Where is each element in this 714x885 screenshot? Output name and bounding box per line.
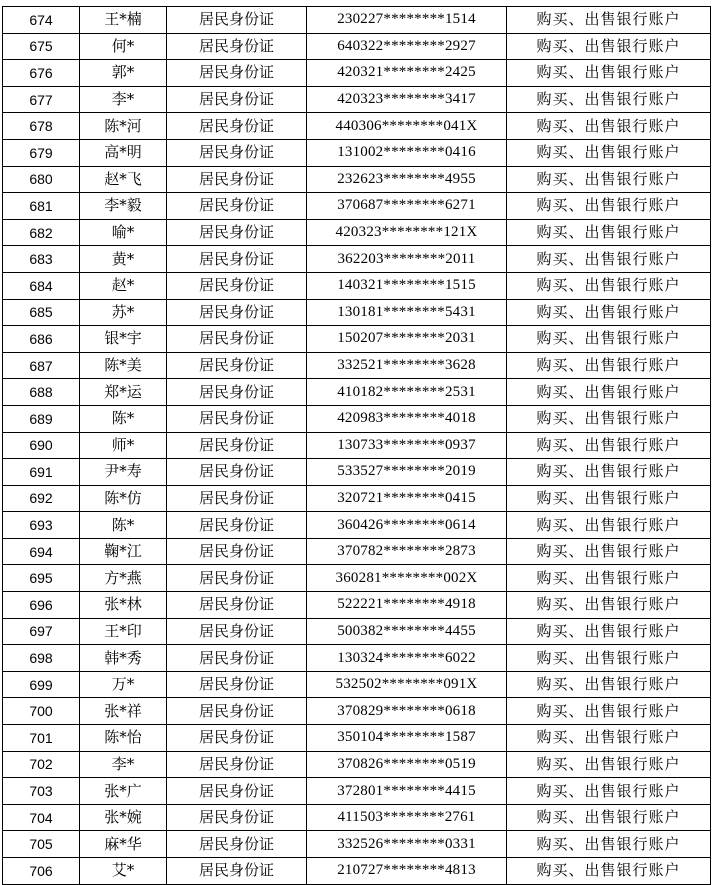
table-row [3, 512, 711, 539]
id-type-cell: 居民身份证 [167, 352, 307, 379]
reason-cell: 购买、出售银行账户 [507, 858, 711, 885]
row-number-cell: 706 [3, 858, 80, 885]
id-number-cell: 532502********091X [307, 671, 507, 698]
row-number-cell: 682 [3, 219, 80, 246]
id-number-cell: 370782********2873 [307, 538, 507, 565]
table-row [3, 751, 711, 778]
table-row [3, 113, 711, 140]
table-row [3, 405, 711, 432]
name-cell: 陈*美 [80, 352, 167, 379]
reason-cell: 购买、出售银行账户 [507, 86, 711, 113]
id-type-cell: 居民身份证 [167, 778, 307, 805]
table-row [3, 326, 711, 353]
id-type-cell: 居民身份证 [167, 645, 307, 672]
row-number-cell: 694 [3, 538, 80, 565]
reason-cell: 购买、出售银行账户 [507, 219, 711, 246]
reason-cell: 购买、出售银行账户 [507, 538, 711, 565]
id-type-cell: 居民身份证 [167, 858, 307, 885]
id-type-cell: 居民身份证 [167, 246, 307, 273]
name-cell: 苏* [80, 299, 167, 326]
name-cell: 张*林 [80, 592, 167, 619]
id-type-cell: 居民身份证 [167, 219, 307, 246]
table-row [3, 139, 711, 166]
table-row [3, 725, 711, 752]
name-cell: 李*毅 [80, 193, 167, 220]
name-cell: 赵*飞 [80, 166, 167, 193]
row-number-cell: 674 [3, 7, 80, 34]
id-type-cell: 居民身份证 [167, 272, 307, 299]
row-number-cell: 683 [3, 246, 80, 273]
name-cell: 王*楠 [80, 7, 167, 34]
row-number-cell: 680 [3, 166, 80, 193]
id-type-cell: 居民身份证 [167, 379, 307, 406]
records-sheet [2, 6, 710, 885]
name-cell: 万* [80, 671, 167, 698]
reason-cell: 购买、出售银行账户 [507, 326, 711, 353]
row-number-cell: 704 [3, 804, 80, 831]
name-cell: 张*广 [80, 778, 167, 805]
reason-cell: 购买、出售银行账户 [507, 405, 711, 432]
reason-cell: 购买、出售银行账户 [507, 113, 711, 140]
table-row [3, 804, 711, 831]
id-type-cell: 居民身份证 [167, 193, 307, 220]
id-type-cell: 居民身份证 [167, 7, 307, 34]
id-type-cell: 居民身份证 [167, 432, 307, 459]
reason-cell: 购买、出售银行账户 [507, 751, 711, 778]
row-number-cell: 689 [3, 405, 80, 432]
id-number-cell: 150207********2031 [307, 326, 507, 353]
id-type-cell: 居民身份证 [167, 512, 307, 539]
table-row [3, 246, 711, 273]
id-type-cell: 居民身份证 [167, 698, 307, 725]
table-row [3, 7, 711, 34]
row-number-cell: 701 [3, 725, 80, 752]
row-number-cell: 702 [3, 751, 80, 778]
row-number-cell: 693 [3, 512, 80, 539]
name-cell: 何* [80, 33, 167, 60]
id-type-cell: 居民身份证 [167, 671, 307, 698]
name-cell: 鞠*江 [80, 538, 167, 565]
row-number-cell: 687 [3, 352, 80, 379]
id-type-cell: 居民身份证 [167, 113, 307, 140]
id-number-cell: 332526********0331 [307, 831, 507, 858]
row-number-cell: 679 [3, 139, 80, 166]
name-cell: 银*宇 [80, 326, 167, 353]
table-row [3, 272, 711, 299]
id-number-cell: 232623********4955 [307, 166, 507, 193]
id-number-cell: 131002********0416 [307, 139, 507, 166]
reason-cell: 购买、出售银行账户 [507, 379, 711, 406]
table-row [3, 166, 711, 193]
name-cell: 方*燕 [80, 565, 167, 592]
id-type-cell: 居民身份证 [167, 618, 307, 645]
reason-cell: 购买、出售银行账户 [507, 7, 711, 34]
reason-cell: 购买、出售银行账户 [507, 33, 711, 60]
row-number-cell: 700 [3, 698, 80, 725]
row-number-cell: 697 [3, 618, 80, 645]
id-type-cell: 居民身份证 [167, 166, 307, 193]
reason-cell: 购买、出售银行账户 [507, 804, 711, 831]
table-row [3, 193, 711, 220]
table-row [3, 538, 711, 565]
reason-cell: 购买、出售银行账户 [507, 246, 711, 273]
id-number-cell: 533527********2019 [307, 459, 507, 486]
row-number-cell: 686 [3, 326, 80, 353]
row-number-cell: 691 [3, 459, 80, 486]
row-number-cell: 688 [3, 379, 80, 406]
id-number-cell: 360281********002X [307, 565, 507, 592]
name-cell: 黄* [80, 246, 167, 273]
id-number-cell: 420323********121X [307, 219, 507, 246]
id-type-cell: 居民身份证 [167, 538, 307, 565]
name-cell: 李* [80, 751, 167, 778]
row-number-cell: 698 [3, 645, 80, 672]
table-row [3, 592, 711, 619]
name-cell: 喻* [80, 219, 167, 246]
name-cell: 陈*仿 [80, 485, 167, 512]
row-number-cell: 684 [3, 272, 80, 299]
id-type-cell: 居民身份证 [167, 86, 307, 113]
row-number-cell: 685 [3, 299, 80, 326]
id-number-cell: 140321********1515 [307, 272, 507, 299]
table-row [3, 698, 711, 725]
reason-cell: 购买、出售银行账户 [507, 831, 711, 858]
reason-cell: 购买、出售银行账户 [507, 698, 711, 725]
name-cell: 高*明 [80, 139, 167, 166]
id-type-cell: 居民身份证 [167, 592, 307, 619]
table-row [3, 219, 711, 246]
row-number-cell: 699 [3, 671, 80, 698]
reason-cell: 购买、出售银行账户 [507, 565, 711, 592]
reason-cell: 购买、出售银行账户 [507, 725, 711, 752]
name-cell: 赵* [80, 272, 167, 299]
id-type-cell: 居民身份证 [167, 299, 307, 326]
id-number-cell: 522221********4918 [307, 592, 507, 619]
records-table [2, 6, 711, 885]
id-number-cell: 410182********2531 [307, 379, 507, 406]
id-type-cell: 居民身份证 [167, 459, 307, 486]
id-type-cell: 居民身份证 [167, 60, 307, 87]
name-cell: 韩*秀 [80, 645, 167, 672]
name-cell: 陈* [80, 512, 167, 539]
id-type-cell: 居民身份证 [167, 751, 307, 778]
id-type-cell: 居民身份证 [167, 33, 307, 60]
id-type-cell: 居民身份证 [167, 831, 307, 858]
name-cell: 郭* [80, 60, 167, 87]
records-table-body [3, 7, 711, 885]
row-number-cell: 696 [3, 592, 80, 619]
reason-cell: 购买、出售银行账户 [507, 645, 711, 672]
name-cell: 艾* [80, 858, 167, 885]
reason-cell: 购买、出售银行账户 [507, 193, 711, 220]
id-number-cell: 362203********2011 [307, 246, 507, 273]
reason-cell: 购买、出售银行账户 [507, 778, 711, 805]
reason-cell: 购买、出售银行账户 [507, 139, 711, 166]
id-number-cell: 411503********2761 [307, 804, 507, 831]
name-cell: 尹*寿 [80, 459, 167, 486]
id-number-cell: 420323********3417 [307, 86, 507, 113]
table-row [3, 618, 711, 645]
row-number-cell: 676 [3, 60, 80, 87]
table-row [3, 831, 711, 858]
row-number-cell: 690 [3, 432, 80, 459]
name-cell: 陈*河 [80, 113, 167, 140]
id-number-cell: 130324********6022 [307, 645, 507, 672]
id-number-cell: 210727********4813 [307, 858, 507, 885]
reason-cell: 购买、出售银行账户 [507, 166, 711, 193]
reason-cell: 购买、出售银行账户 [507, 459, 711, 486]
table-row [3, 565, 711, 592]
name-cell: 张*祥 [80, 698, 167, 725]
id-type-cell: 居民身份证 [167, 405, 307, 432]
reason-cell: 购买、出售银行账户 [507, 512, 711, 539]
reason-cell: 购买、出售银行账户 [507, 272, 711, 299]
id-type-cell: 居民身份证 [167, 725, 307, 752]
name-cell: 陈*怡 [80, 725, 167, 752]
name-cell: 李* [80, 86, 167, 113]
id-type-cell: 居民身份证 [167, 804, 307, 831]
id-number-cell: 440306********041X [307, 113, 507, 140]
table-row [3, 33, 711, 60]
name-cell: 张*婉 [80, 804, 167, 831]
row-number-cell: 675 [3, 33, 80, 60]
name-cell: 麻*华 [80, 831, 167, 858]
name-cell: 陈* [80, 405, 167, 432]
id-number-cell: 230227********1514 [307, 7, 507, 34]
id-number-cell: 370829********0618 [307, 698, 507, 725]
id-number-cell: 420983********4018 [307, 405, 507, 432]
name-cell: 郑*运 [80, 379, 167, 406]
table-row [3, 858, 711, 885]
row-number-cell: 705 [3, 831, 80, 858]
id-number-cell: 360426********0614 [307, 512, 507, 539]
id-number-cell: 500382********4455 [307, 618, 507, 645]
id-number-cell: 420321********2425 [307, 60, 507, 87]
id-number-cell: 370826********0519 [307, 751, 507, 778]
table-row [3, 379, 711, 406]
table-row [3, 459, 711, 486]
id-number-cell: 640322********2927 [307, 33, 507, 60]
name-cell: 师* [80, 432, 167, 459]
table-row [3, 352, 711, 379]
row-number-cell: 692 [3, 485, 80, 512]
id-type-cell: 居民身份证 [167, 565, 307, 592]
table-row [3, 778, 711, 805]
table-row [3, 299, 711, 326]
table-row [3, 485, 711, 512]
row-number-cell: 703 [3, 778, 80, 805]
table-row [3, 432, 711, 459]
id-number-cell: 350104********1587 [307, 725, 507, 752]
table-row [3, 645, 711, 672]
table-row [3, 60, 711, 87]
reason-cell: 购买、出售银行账户 [507, 485, 711, 512]
id-type-cell: 居民身份证 [167, 485, 307, 512]
id-type-cell: 居民身份证 [167, 139, 307, 166]
id-number-cell: 370687********6271 [307, 193, 507, 220]
id-number-cell: 332521********3628 [307, 352, 507, 379]
reason-cell: 购买、出售银行账户 [507, 432, 711, 459]
reason-cell: 购买、出售银行账户 [507, 299, 711, 326]
reason-cell: 购买、出售银行账户 [507, 592, 711, 619]
row-number-cell: 681 [3, 193, 80, 220]
name-cell: 王*印 [80, 618, 167, 645]
id-type-cell: 居民身份证 [167, 326, 307, 353]
reason-cell: 购买、出售银行账户 [507, 618, 711, 645]
row-number-cell: 677 [3, 86, 80, 113]
id-number-cell: 320721********0415 [307, 485, 507, 512]
table-row [3, 671, 711, 698]
table-row [3, 86, 711, 113]
row-number-cell: 678 [3, 113, 80, 140]
reason-cell: 购买、出售银行账户 [507, 60, 711, 87]
id-number-cell: 372801********4415 [307, 778, 507, 805]
reason-cell: 购买、出售银行账户 [507, 352, 711, 379]
reason-cell: 购买、出售银行账户 [507, 671, 711, 698]
id-number-cell: 130181********5431 [307, 299, 507, 326]
id-number-cell: 130733********0937 [307, 432, 507, 459]
row-number-cell: 695 [3, 565, 80, 592]
